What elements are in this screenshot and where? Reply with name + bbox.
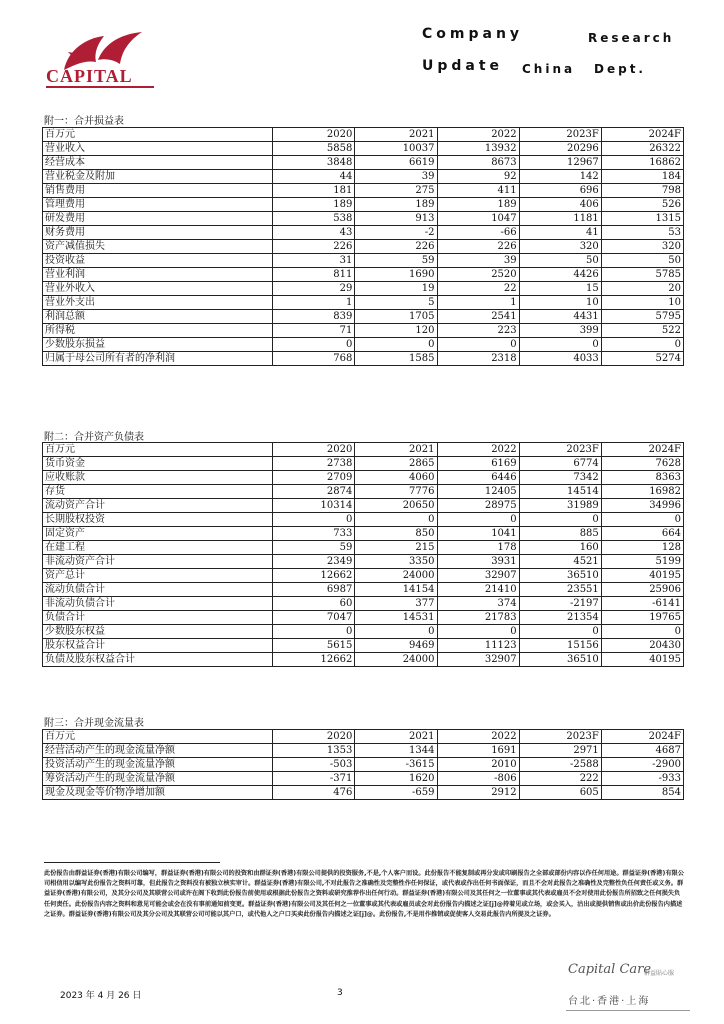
- value-cell: 7776: [355, 485, 437, 499]
- value-cell: 1: [437, 296, 519, 310]
- row-label-cell: 非流动资产合计: [43, 555, 273, 569]
- row-label-cell: 筹资活动产生的现金流量净额: [43, 772, 273, 786]
- value-cell: 12405: [437, 485, 519, 499]
- value-cell: 43: [273, 226, 355, 240]
- table-row: [43, 569, 684, 583]
- value-cell: 19765: [601, 611, 683, 625]
- table-header-row: [43, 128, 684, 142]
- year-header-cell: 2021: [355, 443, 437, 457]
- value-cell: 913: [355, 212, 437, 226]
- table-row: [43, 639, 684, 653]
- value-cell: 92: [437, 170, 519, 184]
- row-label-cell: 在建工程: [43, 541, 273, 555]
- value-cell: 13932: [437, 142, 519, 156]
- row-label-cell: 归属于母公司所有者的净利润: [43, 352, 273, 366]
- table-header-row: [43, 443, 684, 457]
- value-cell: 7628: [601, 457, 683, 471]
- value-cell: 2541: [437, 310, 519, 324]
- table-row: [43, 555, 684, 569]
- value-cell: 222: [519, 772, 601, 786]
- value-cell: 1047: [437, 212, 519, 226]
- table-row: [43, 254, 684, 268]
- table-row: [43, 758, 684, 772]
- value-cell: -659: [355, 786, 437, 800]
- unit-header-cell: 百万元: [43, 128, 273, 142]
- value-cell: 0: [437, 338, 519, 352]
- header-company: Company: [422, 26, 524, 42]
- header-research: Research: [588, 31, 675, 45]
- value-cell: 21354: [519, 611, 601, 625]
- table-row: [43, 744, 684, 758]
- value-cell: 20: [601, 282, 683, 296]
- value-cell: 44: [273, 170, 355, 184]
- value-cell: 24000: [355, 569, 437, 583]
- balance-sheet-title: 附二：合并资产负债表: [44, 432, 144, 443]
- value-cell: 526: [601, 198, 683, 212]
- table-row: [43, 625, 684, 639]
- table-row: [43, 296, 684, 310]
- value-cell: 0: [273, 513, 355, 527]
- table-row: [43, 653, 684, 667]
- value-cell: 320: [601, 240, 683, 254]
- row-label-cell: 应收账款: [43, 471, 273, 485]
- year-header-cell: 2023F: [519, 730, 601, 744]
- row-label-cell: 负债合计: [43, 611, 273, 625]
- value-cell: 15156: [519, 639, 601, 653]
- value-cell: 14531: [355, 611, 437, 625]
- row-label-cell: 负债及股东权益合计: [43, 653, 273, 667]
- value-cell: -3615: [355, 758, 437, 772]
- value-cell: 0: [519, 338, 601, 352]
- value-cell: 7047: [273, 611, 355, 625]
- table-row: [43, 597, 684, 611]
- row-label-cell: 研发费用: [43, 212, 273, 226]
- value-cell: 39: [355, 170, 437, 184]
- row-label-cell: 销售费用: [43, 184, 273, 198]
- value-cell: 377: [355, 597, 437, 611]
- income-statement-table: [42, 127, 684, 366]
- table-row: [43, 198, 684, 212]
- value-cell: 178: [437, 541, 519, 555]
- value-cell: 39: [437, 254, 519, 268]
- table-row: [43, 156, 684, 170]
- value-cell: 7342: [519, 471, 601, 485]
- value-cell: 11123: [437, 639, 519, 653]
- table-row: [43, 324, 684, 338]
- value-cell: 0: [519, 513, 601, 527]
- value-cell: 5785: [601, 268, 683, 282]
- year-header-cell: 2022: [437, 443, 519, 457]
- value-cell: 522: [601, 324, 683, 338]
- value-cell: 50: [519, 254, 601, 268]
- value-cell: 215: [355, 541, 437, 555]
- value-cell: 2318: [437, 352, 519, 366]
- footer-rule: [566, 1010, 690, 1011]
- value-cell: 3931: [437, 555, 519, 569]
- value-cell: 798: [601, 184, 683, 198]
- row-label-cell: 投资活动产生的现金流量净额: [43, 758, 273, 772]
- table-row: [43, 352, 684, 366]
- value-cell: -2: [355, 226, 437, 240]
- value-cell: 0: [601, 338, 683, 352]
- value-cell: 12967: [519, 156, 601, 170]
- row-label-cell: 营业税金及附加: [43, 170, 273, 184]
- row-label-cell: 长期股权投资: [43, 513, 273, 527]
- value-cell: 1181: [519, 212, 601, 226]
- value-cell: 28975: [437, 499, 519, 513]
- value-cell: 71: [273, 324, 355, 338]
- value-cell: 23551: [519, 583, 601, 597]
- value-cell: -2588: [519, 758, 601, 772]
- value-cell: 142: [519, 170, 601, 184]
- value-cell: 20296: [519, 142, 601, 156]
- value-cell: 189: [355, 198, 437, 212]
- value-cell: 0: [273, 338, 355, 352]
- unit-header-cell: 百万元: [43, 443, 273, 457]
- value-cell: 2912: [437, 786, 519, 800]
- year-header-cell: 2023F: [519, 443, 601, 457]
- table-row: [43, 457, 684, 471]
- value-cell: -806: [437, 772, 519, 786]
- value-cell: 5274: [601, 352, 683, 366]
- capital-care-cn: 群益貼心服: [644, 970, 675, 977]
- value-cell: 2349: [273, 555, 355, 569]
- value-cell: 1353: [273, 744, 355, 758]
- value-cell: 1041: [437, 527, 519, 541]
- value-cell: 0: [437, 513, 519, 527]
- value-cell: 0: [355, 625, 437, 639]
- value-cell: 10314: [273, 499, 355, 513]
- year-header-cell: 2020: [273, 443, 355, 457]
- value-cell: 10: [519, 296, 601, 310]
- value-cell: -2900: [601, 758, 683, 772]
- value-cell: 50: [601, 254, 683, 268]
- value-cell: 14154: [355, 583, 437, 597]
- value-cell: 36510: [519, 653, 601, 667]
- value-cell: 184: [601, 170, 683, 184]
- page-number: 3: [337, 988, 343, 998]
- value-cell: 8673: [437, 156, 519, 170]
- value-cell: 768: [273, 352, 355, 366]
- table-row: [43, 142, 684, 156]
- value-cell: 226: [273, 240, 355, 254]
- table-row: [43, 583, 684, 597]
- value-cell: 32907: [437, 653, 519, 667]
- value-cell: 25906: [601, 583, 683, 597]
- value-cell: 2874: [273, 485, 355, 499]
- unit-header-cell: 百万元: [43, 730, 273, 744]
- value-cell: 2865: [355, 457, 437, 471]
- table-row: [43, 513, 684, 527]
- table-row: [43, 268, 684, 282]
- value-cell: 14514: [519, 485, 601, 499]
- header-china: China: [522, 62, 576, 76]
- value-cell: 6774: [519, 457, 601, 471]
- value-cell: 226: [437, 240, 519, 254]
- value-cell: 32907: [437, 569, 519, 583]
- value-cell: 16982: [601, 485, 683, 499]
- year-header-cell: 2020: [273, 730, 355, 744]
- year-header-cell: 2020: [273, 128, 355, 142]
- value-cell: 53: [601, 226, 683, 240]
- balance-sheet-table: [42, 442, 684, 667]
- value-cell: 374: [437, 597, 519, 611]
- row-label-cell: 经营成本: [43, 156, 273, 170]
- value-cell: 60: [273, 597, 355, 611]
- value-cell: 4521: [519, 555, 601, 569]
- value-cell: 538: [273, 212, 355, 226]
- office-cities: 台北·香港·上海: [568, 996, 651, 1007]
- value-cell: 2709: [273, 471, 355, 485]
- value-cell: 4033: [519, 352, 601, 366]
- row-label-cell: 货币资金: [43, 457, 273, 471]
- value-cell: 850: [355, 527, 437, 541]
- value-cell: 5199: [601, 555, 683, 569]
- value-cell: 275: [355, 184, 437, 198]
- row-label-cell: 股东权益合计: [43, 639, 273, 653]
- value-cell: -6141: [601, 597, 683, 611]
- table-header-row: [43, 730, 684, 744]
- value-cell: 664: [601, 527, 683, 541]
- table-row: [43, 611, 684, 625]
- value-cell: 31: [273, 254, 355, 268]
- value-cell: 1690: [355, 268, 437, 282]
- year-header-cell: 2024F: [601, 730, 683, 744]
- row-label-cell: 营业利润: [43, 268, 273, 282]
- value-cell: 20650: [355, 499, 437, 513]
- table-row: [43, 499, 684, 513]
- value-cell: -503: [273, 758, 355, 772]
- value-cell: 2738: [273, 457, 355, 471]
- value-cell: 696: [519, 184, 601, 198]
- value-cell: 16862: [601, 156, 683, 170]
- value-cell: 1620: [355, 772, 437, 786]
- value-cell: 5795: [601, 310, 683, 324]
- value-cell: 5858: [273, 142, 355, 156]
- value-cell: -371: [273, 772, 355, 786]
- row-label-cell: 所得税: [43, 324, 273, 338]
- value-cell: 226: [355, 240, 437, 254]
- value-cell: 8363: [601, 471, 683, 485]
- value-cell: 160: [519, 541, 601, 555]
- row-label-cell: 财务费用: [43, 226, 273, 240]
- value-cell: 411: [437, 184, 519, 198]
- year-header-cell: 2023F: [519, 128, 601, 142]
- value-cell: 4060: [355, 471, 437, 485]
- value-cell: 854: [601, 786, 683, 800]
- income-statement-title: 附一：合并损益表: [44, 116, 124, 127]
- row-label-cell: 少数股东损益: [43, 338, 273, 352]
- value-cell: 34996: [601, 499, 683, 513]
- value-cell: 128: [601, 541, 683, 555]
- value-cell: 3848: [273, 156, 355, 170]
- value-cell: 22: [437, 282, 519, 296]
- value-cell: 21410: [437, 583, 519, 597]
- row-label-cell: 固定资产: [43, 527, 273, 541]
- value-cell: 6169: [437, 457, 519, 471]
- value-cell: 6446: [437, 471, 519, 485]
- value-cell: 41: [519, 226, 601, 240]
- value-cell: 59: [355, 254, 437, 268]
- value-cell: 5: [355, 296, 437, 310]
- value-cell: 1585: [355, 352, 437, 366]
- value-cell: 5615: [273, 639, 355, 653]
- value-cell: 24000: [355, 653, 437, 667]
- cash-flow-title: 附三：合并现金流量表: [44, 718, 144, 729]
- value-cell: 885: [519, 527, 601, 541]
- value-cell: 2520: [437, 268, 519, 282]
- value-cell: -2197: [519, 597, 601, 611]
- row-label-cell: 存货: [43, 485, 273, 499]
- value-cell: 6619: [355, 156, 437, 170]
- value-cell: 12662: [273, 569, 355, 583]
- header-dept: Dept.: [594, 62, 646, 76]
- value-cell: 21783: [437, 611, 519, 625]
- row-label-cell: 资产总计: [43, 569, 273, 583]
- value-cell: 0: [437, 625, 519, 639]
- row-label-cell: 投资收益: [43, 254, 273, 268]
- value-cell: 1: [273, 296, 355, 310]
- table-row: [43, 786, 684, 800]
- table-row: [43, 485, 684, 499]
- value-cell: 26322: [601, 142, 683, 156]
- table-row: [43, 184, 684, 198]
- year-header-cell: 2022: [437, 128, 519, 142]
- value-cell: 31989: [519, 499, 601, 513]
- value-cell: 181: [273, 184, 355, 198]
- disclaimer-divider: [44, 862, 220, 863]
- value-cell: -933: [601, 772, 683, 786]
- value-cell: 605: [519, 786, 601, 800]
- value-cell: 4426: [519, 268, 601, 282]
- value-cell: 12662: [273, 653, 355, 667]
- table-row: [43, 226, 684, 240]
- row-label-cell: 非流动负债合计: [43, 597, 273, 611]
- value-cell: 20430: [601, 639, 683, 653]
- table-row: [43, 471, 684, 485]
- row-label-cell: 营业外支出: [43, 296, 273, 310]
- value-cell: -66: [437, 226, 519, 240]
- value-cell: 0: [355, 338, 437, 352]
- table-row: [43, 772, 684, 786]
- value-cell: 4431: [519, 310, 601, 324]
- value-cell: 15: [519, 282, 601, 296]
- cash-flow-table: [42, 729, 684, 800]
- row-label-cell: 少数股东权益: [43, 625, 273, 639]
- value-cell: 0: [273, 625, 355, 639]
- value-cell: 1344: [355, 744, 437, 758]
- table-row: [43, 282, 684, 296]
- value-cell: 19: [355, 282, 437, 296]
- value-cell: 0: [601, 513, 683, 527]
- row-label-cell: 资产减值损失: [43, 240, 273, 254]
- value-cell: 10: [601, 296, 683, 310]
- value-cell: 320: [519, 240, 601, 254]
- year-header-cell: 2021: [355, 730, 437, 744]
- value-cell: 10037: [355, 142, 437, 156]
- table-row: [43, 212, 684, 226]
- value-cell: 0: [355, 513, 437, 527]
- value-cell: 1315: [601, 212, 683, 226]
- value-cell: 1705: [355, 310, 437, 324]
- footer-date: 2023 年 4 月 26 日: [60, 991, 142, 1001]
- capital-logo-text: CAPITAL: [46, 66, 133, 86]
- value-cell: 6987: [273, 583, 355, 597]
- value-cell: 476: [273, 786, 355, 800]
- row-label-cell: 经营活动产生的现金流量净额: [43, 744, 273, 758]
- table-row: [43, 240, 684, 254]
- value-cell: 4687: [601, 744, 683, 758]
- value-cell: 189: [273, 198, 355, 212]
- value-cell: 399: [519, 324, 601, 338]
- value-cell: 189: [437, 198, 519, 212]
- table-row: [43, 310, 684, 324]
- value-cell: 1691: [437, 744, 519, 758]
- year-header-cell: 2024F: [601, 128, 683, 142]
- value-cell: 406: [519, 198, 601, 212]
- row-label-cell: 营业收入: [43, 142, 273, 156]
- capital-care-logo: Capital Care: [568, 962, 652, 977]
- row-label-cell: 营业外收入: [43, 282, 273, 296]
- year-header-cell: 2022: [437, 730, 519, 744]
- row-label-cell: 流动负债合计: [43, 583, 273, 597]
- value-cell: 59: [273, 541, 355, 555]
- value-cell: 36510: [519, 569, 601, 583]
- value-cell: 2010: [437, 758, 519, 772]
- table-row: [43, 170, 684, 184]
- value-cell: 40195: [601, 569, 683, 583]
- value-cell: 2971: [519, 744, 601, 758]
- table-row: [43, 541, 684, 555]
- value-cell: 811: [273, 268, 355, 282]
- row-label-cell: 利润总额: [43, 310, 273, 324]
- row-label-cell: 现金及现金等价物净增加额: [43, 786, 273, 800]
- value-cell: 0: [519, 625, 601, 639]
- value-cell: 733: [273, 527, 355, 541]
- year-header-cell: 2024F: [601, 443, 683, 457]
- value-cell: 9469: [355, 639, 437, 653]
- value-cell: 0: [601, 625, 683, 639]
- row-label-cell: 管理费用: [43, 198, 273, 212]
- row-label-cell: 流动资产合计: [43, 499, 273, 513]
- value-cell: 839: [273, 310, 355, 324]
- year-header-cell: 2021: [355, 128, 437, 142]
- logo-underline: [46, 86, 154, 88]
- value-cell: 120: [355, 324, 437, 338]
- table-row: [43, 527, 684, 541]
- value-cell: 223: [437, 324, 519, 338]
- value-cell: 40195: [601, 653, 683, 667]
- disclaimer-text: 此份报告由群益证券(香港)有限公司编写，群益证券(香港)有限公司的投资和由群证券(香港)有限公司提供的投资服务,不是,个人客户而设。此份报告不能复制或再分发或印刷报告之全部或部份内容以作任何用途。群益证券(香港)有限公司相信用以编写此份报告之资料可靠，但此报告之资料没有被独立核实审计。群益证券(香港)有限公司,不对此报告之准确性及完整性作任何保证，或代表或作出任何书面保证，而且不会对此报告之准确性及完整性负任何责任或义务。群益证券(香港)有限公司，及其分公司及其联营公司或许在阁下收到此份报告前使用或根据此份报告之资料或研究推荐作出任何行动。群益证券(香港)有限公司及其任何之一位董事或其代表或雇员不会对使用此份报告所招致之任何损失负任何责任。此份报告内容之资料和意见可能会或会在没有事前通知前变更。群益证券(香港)有限公司及其任何之一位董事或其代表或雇员或会对此份报告内描述之证[j]@持着见或立场，或会买入，沽出或提供销售或出价此份报告内描述之证券。群益证券(香港)有限公司及其分公司及其联营公司可能以其户口，或代他人之户口买卖此份报告内描述之证[j]@。此份报告,不是用作推销或促使客人交易此报告内所提及之证券。: [44, 870, 684, 918]
- value-cell: 29: [273, 282, 355, 296]
- table-row: [43, 338, 684, 352]
- value-cell: 3350: [355, 555, 437, 569]
- header-update: Update: [422, 58, 504, 74]
